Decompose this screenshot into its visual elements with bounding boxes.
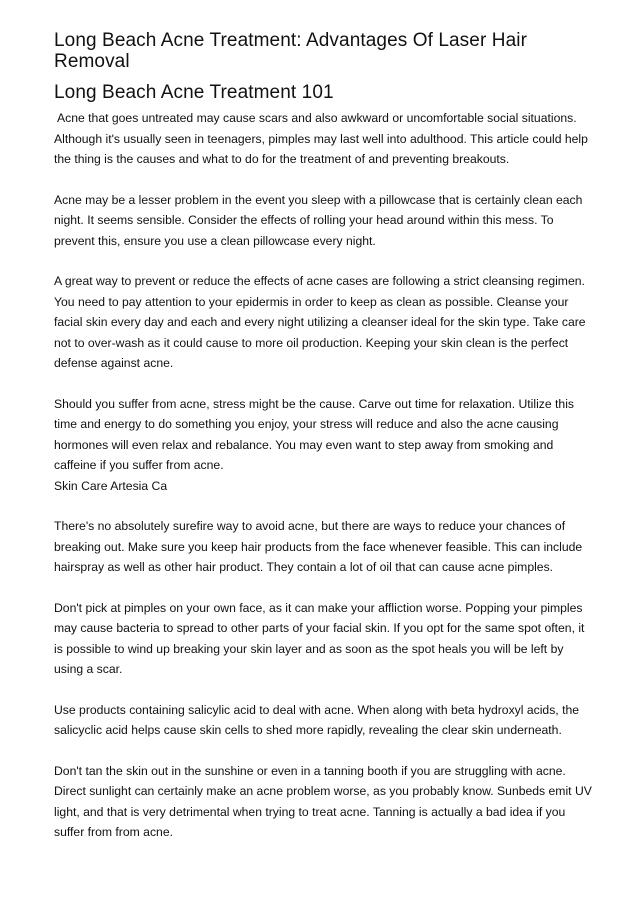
paragraph-1: Acne that goes untreated may cause scars and also awkward or uncomfortable social situations. Although it's usually seen in teenagers, pimples may last well into adulthood. This article could help the thing is the causes and what to do for the treatment of and preventing breakouts. (54, 111, 588, 166)
paragraph-2: Acne may be a lesser problem in the event you sleep with a pillowcase that is certainly clean each night. It seems sensible. Consider the effects of rolling your head around within this mess. To prevent this, ensure you use a clean pillowcase every night. (54, 192, 583, 248)
skin-care-link[interactable]: Skin Care Artesia Ca (54, 478, 168, 493)
paragraph-8: Don't tan the skin out in the sunshine or even in a tanning booth if you are struggling with acne. Direct sunlight can certainly make an acne problem worse, as you probably know. Sunbeds emit UV light, and that is very detrimental when trying to treat acne. Tanning is actually a bad idea if you suffer from from acne. (54, 763, 592, 839)
paragraph-6: Don't pick at pimples on your own face, as it can make your affliction worse. Popping your pimples may cause bacteria to spread to other parts of your facial skin. If you opt for the same spot often, it is possible to wind up breaking your skin layer and as soon as the spot heals you will be left by using a scar. (54, 600, 585, 676)
paragraph-5: There's no absolutely surefire way to avoid acne, but there are ways to reduce your chances of breaking out. Make sure you keep hair products from the face whenever feasible. This can include hairspray as well as other hair product. They contain a lot of oil that can cause acne pimples. (54, 519, 583, 574)
paragraph-7: Use products containing salicylic acid to deal with acne. When along with beta hydroxyl acids, the salicyclic acid helps cause skin cells to shed more rapidly, revealing the clear skin underneath. (54, 702, 580, 737)
document-page (54, 30, 594, 843)
paragraph-4: Should you suffer from acne, stress might be the cause. Carve out time for relaxation. Utilize this time and energy to do something you enjoy, your stress will reduce and also the acne causing hormones will even relax and rebalance. You may even want to step away from smoking and caffeine if you suffer from acne. (54, 396, 575, 472)
document-title: Long Beach Acne Treatment: Advantages Of Laser Hair Removal (54, 30, 527, 72)
paragraph-3: A great way to prevent or reduce the effects of acne cases are following a strict cleansing regimen. You need to pay attention to your epidermis in order to keep as clean as possible. Cleanse your facial skin every day and each and every night utilizing a cleanser ideal for the skin type. Take care not to over-wash as it could cause to more oil production. Keeping your skin clean is the perfect defense against acne. (54, 274, 586, 370)
document-subtitle: Long Beach Acne Treatment 101 (54, 82, 334, 103)
